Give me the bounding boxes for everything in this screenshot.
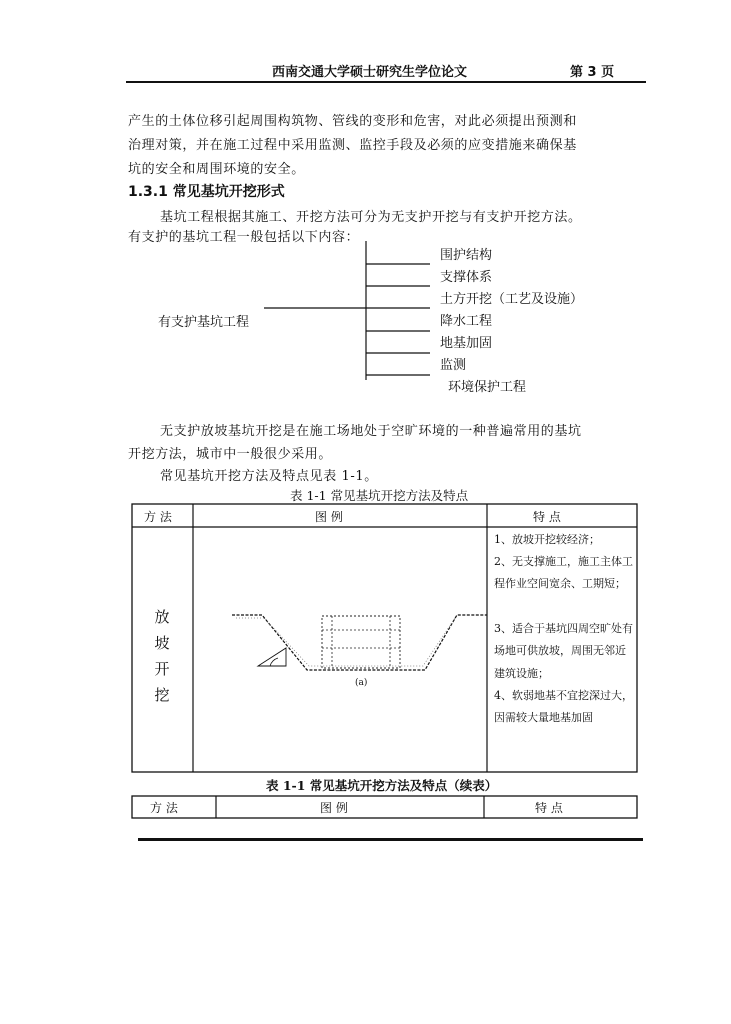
para2-line-3: 常见基坑开挖方法及特点见表 1-1。 [160,469,378,484]
table2-header-method: 方 法 [150,801,178,815]
section-heading: 1.3.1 常见基坑开挖形式 [128,184,285,200]
table1-header-method: 方 法 [144,510,172,524]
intro-line-2: 治理对策，并在施工过程中采用监测、监控手段及必须的应变措施来确保基 [128,138,577,153]
tree-item: 监测 [440,358,467,373]
para1-line-2: 有支护的基坑工程一般包括以下内容： [128,230,360,245]
header-title: 西南交通大学硕士研究生学位论文 [272,65,468,80]
tree-item: 支撑体系 [440,270,493,285]
figure-label: (a) [355,678,368,688]
page-number: 第 3 页 [570,65,615,80]
para1-line-1: 基坑工程根据其施工、开挖方法可分为无支护开挖与有支护开挖方法。 [160,210,582,225]
feature-3: 3、适合于基坑四周空旷处有场地可供放坡，周围无邻近建筑设施； [494,622,633,680]
tree-item: 降水工程 [440,314,493,329]
intro-line-1: 产生的土体位移引起周围构筑物、管线的变形和危害，对此必须提出预测和 [128,114,577,129]
tree-item: 土方开挖（工艺及设施） [440,292,584,307]
table1-method-cell: 放坡开挖 [154,608,170,704]
tree-item: 环境保护工程 [448,380,527,395]
para2-line-2: 开挖方法，城市中一般很少采用。 [128,447,333,462]
para2-line-1: 无支护放坡基坑开挖是在施工场地处于空旷环境的一种普遍常用的基坑 [160,424,582,439]
tree-item: 围护结构 [440,248,493,263]
tree-root: 有支护基坑工程 [158,315,250,330]
feature-4: 4、软弱地基不宜挖深过大，因需较大量地基加固 [494,689,633,725]
table2-header-features: 特 点 [535,801,563,815]
table1-header-features: 特 点 [533,510,561,524]
footer-rule [138,838,643,841]
feature-1: 1、放坡开挖较经济； [494,533,600,546]
table1-caption: 表 1-1 常见基坑开挖方法及特点 [290,488,469,503]
feature-2: 2、无支撑施工，施工主体工程作业空间宽余、工期短； [494,555,633,591]
table2-header-figure: 图 例 [320,801,348,815]
intro-line-3: 坑的安全和周围环境的安全。 [128,162,305,177]
table2-caption: 表 1-1 常见基坑开挖方法及特点（续表） [266,778,498,793]
tree-item: 地基加固 [440,336,493,351]
table1-header-figure: 图 例 [315,510,343,524]
